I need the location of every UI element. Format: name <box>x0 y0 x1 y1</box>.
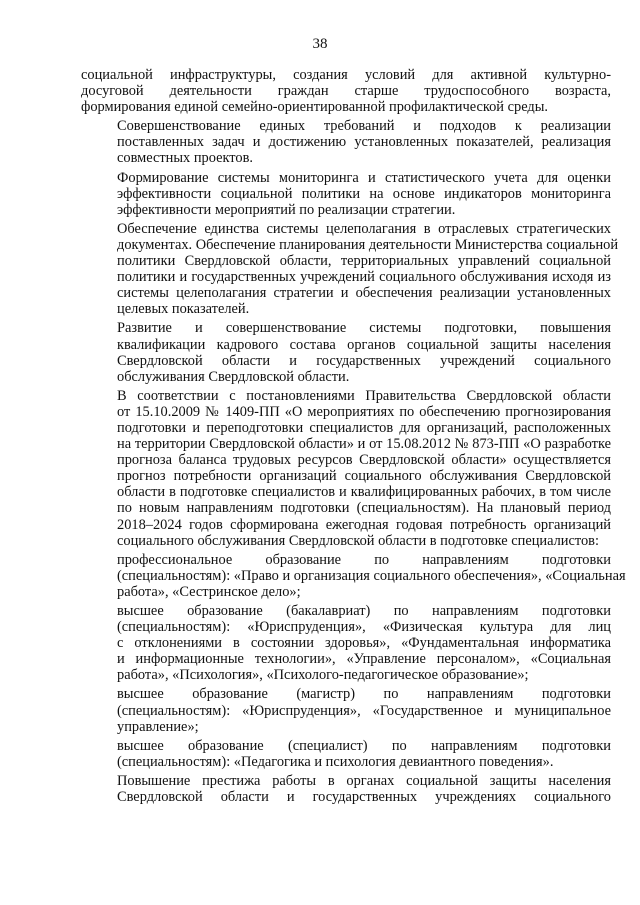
text-line: (специальностям): «Педагогика и психология девиантного поведения». <box>117 753 554 770</box>
paragraph <box>81 738 611 770</box>
text-line: совместных проектов. <box>117 150 253 167</box>
paragraph <box>81 603 611 683</box>
text-line: Развитие и совершенствование системы подготовки, повышения <box>117 320 611 337</box>
paragraph <box>81 220 619 318</box>
page-number: 38 <box>312 36 328 52</box>
text-line: документах. Обеспечение планирования деятельности Министерства социальной <box>117 236 619 253</box>
paragraph <box>81 320 611 384</box>
text-line: (специальностям): «Юриспруденция», «Физическая культура для лиц <box>117 619 611 636</box>
text-line: прогноз потребности организаций социального обслуживания Свердловской <box>117 468 611 485</box>
text-line: политики Свердловской области, территориальных управлений социальной <box>117 253 611 270</box>
text-line: эффективности мероприятий по реализации стратегии. <box>117 201 456 218</box>
paragraph <box>81 551 626 600</box>
text-line: досуговой деятельности граждан старше трудоспособного возраста, <box>81 83 611 100</box>
text-line: В соответствии с постановлениями Правительства Свердловской области <box>117 387 611 404</box>
text-line: с отклонениями в состоянии здоровья», «Фундаментальная информатика <box>117 635 611 652</box>
paragraph <box>81 170 611 218</box>
text-line: прогноза баланса трудовых ресурсов Свердловской области» осуществляется <box>117 452 611 469</box>
text-line: политики и государственных учреждений социального обслуживания исходя из <box>117 269 611 286</box>
text-line: и информационные технологии», «Управление персоналом», «Социальная <box>117 651 611 668</box>
text-line: целевых показателей. <box>117 301 250 318</box>
text-line: Обеспечение единства системы целеполагания в отраслевых стратегических <box>117 220 611 237</box>
text-line: работа», «Психология», «Психолого-педагогическое образование»; <box>117 667 529 684</box>
text-line: обслуживания Свердловской области. <box>117 368 350 385</box>
paragraph <box>81 686 611 734</box>
document-body <box>81 67 626 806</box>
text-line: системы целеполагания стратегии и обеспечения реализации установленных <box>117 285 611 302</box>
text-line: Свердловской области и государственных учреждений социального <box>117 352 611 369</box>
text-line: Формирование системы мониторинга и статистического учета для оценки <box>117 169 611 186</box>
text-line: от 15.10.2009 № 1409-ПП «О мероприятиях по обеспечению прогнозирования <box>117 403 611 420</box>
text-line: управление»; <box>117 718 199 735</box>
text-line: работа», «Сестринское дело»; <box>117 583 301 600</box>
text-line: высшее образование (бакалавриат) по направлениям подготовки <box>117 603 611 619</box>
text-line: эффективности социальной политики на основе индикаторов мониторинга <box>117 185 611 202</box>
text-line: поставленных задач и достижению установленных показателей, реализация <box>117 134 611 151</box>
text-line: Повышение престижа работы в органах социальной защиты населения <box>117 772 611 789</box>
text-line: социального обслуживания Свердловской области в подготовке специалистов: <box>117 532 599 549</box>
text-line: квалификации кадрового состава органов социальной защиты населения <box>117 336 611 353</box>
text-line: Свердловской области и государственных учреждениях социального <box>117 789 611 806</box>
text-line: социальной инфраструктуры, создания условий для активной культурно- <box>81 67 611 83</box>
paragraph <box>81 388 611 549</box>
text-line: формирования единой семейно-ориентированной профилактической среды. <box>81 99 548 116</box>
text-line: 2018–2024 годов сформирована ежегодная годовая потребность организаций <box>117 516 611 533</box>
paragraph <box>81 118 611 166</box>
text-line: высшее образование (магистр) по направлениям подготовки <box>117 686 611 703</box>
text-line: подготовки и переподготовки специалистов для организаций, расположенных <box>117 419 611 436</box>
text-line: (специальностям): «Право и организация социального обеспечения», «Социальная <box>117 567 626 584</box>
paragraph <box>81 67 611 115</box>
text-line: (специальностям): «Юриспруденция», «Государственное и муниципальное <box>117 702 611 719</box>
text-line: области в подготовке специалистов и квалифицированных рабочих, в том числе <box>117 484 611 501</box>
text-line: на территории Свердловской области» и от 15.08.2012 № 873-ПП «О разработке <box>117 436 611 453</box>
text-line: Совершенствование единых требований и подходов к реализации <box>117 118 611 135</box>
paragraph <box>81 773 611 805</box>
text-line: высшее образование (специалист) по направлениям подготовки <box>117 737 611 754</box>
text-line: профессиональное образование по направлениям подготовки <box>117 551 611 568</box>
text-line: по новым направлениям подготовки (специальностям). На плановый период <box>117 500 611 517</box>
